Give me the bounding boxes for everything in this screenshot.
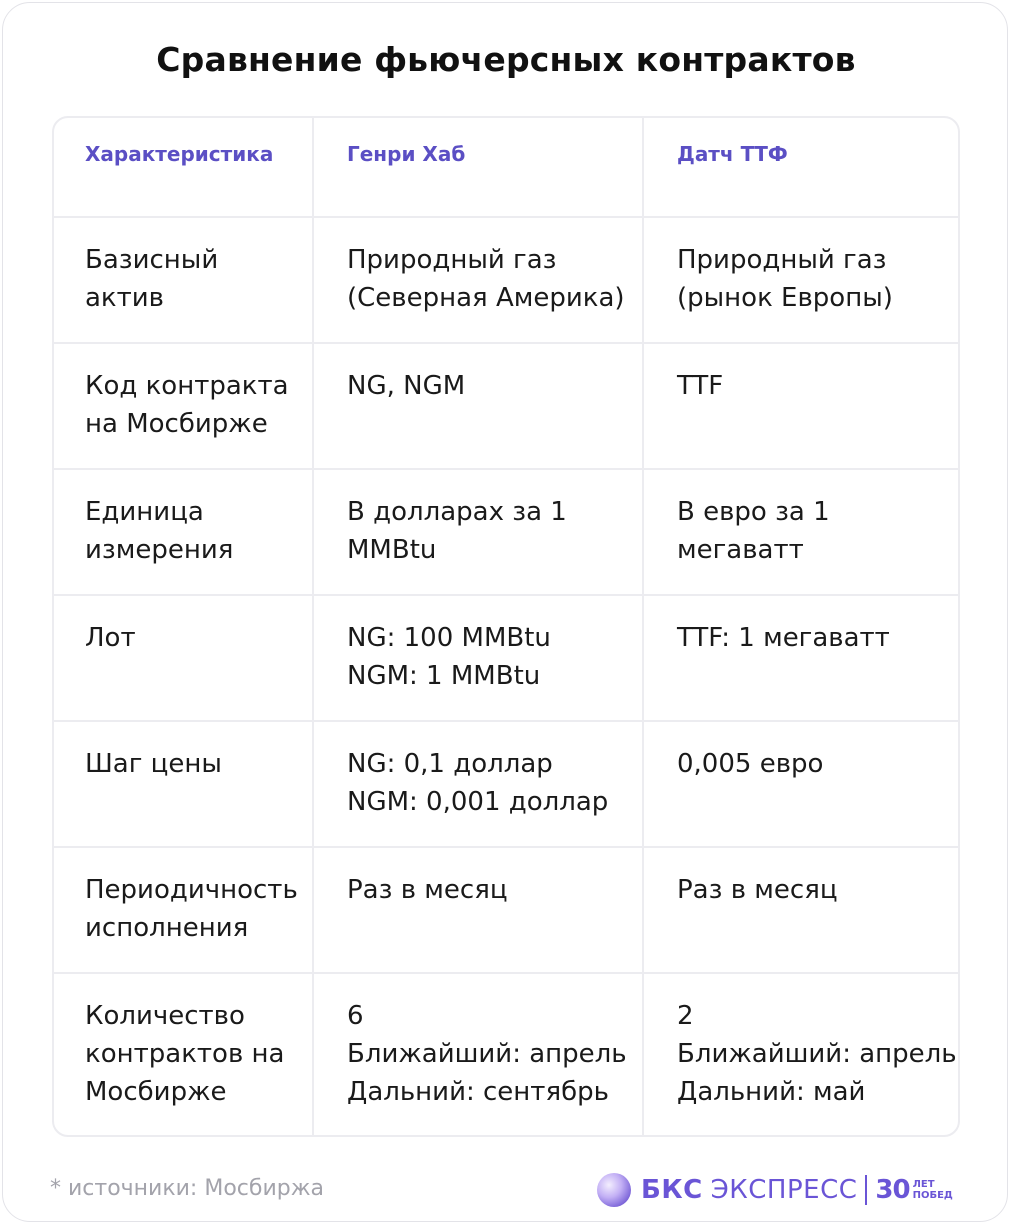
cell-henry-hub: 6 Ближайший: апрель Дальний: сентябрь <box>314 974 644 1135</box>
logo-anniversary-text <box>913 1179 953 1201</box>
cell-henry-hub: NG, NGM <box>314 344 644 470</box>
row-label: Шаг цены <box>54 722 314 848</box>
cell-dutch-ttf: Раз в месяц <box>644 848 958 974</box>
row-label: Количество контрактов на Мосбирже <box>54 974 314 1135</box>
cell-dutch-ttf: TTF <box>644 344 958 470</box>
logo-years-line2: ПОБЕД <box>912 1190 953 1201</box>
row-label: Периодичность исполнения <box>54 848 314 974</box>
logo-years-line1: ЛЕТ <box>912 1179 935 1190</box>
bks-express-logo <box>597 1170 953 1210</box>
cell-dutch-ttf: Природный газ (рынок Европы) <box>644 218 958 344</box>
cell-henry-hub: Раз в месяц <box>314 848 644 974</box>
comparison-table <box>52 116 960 1137</box>
cell-dutch-ttf: В евро за 1 мегаватт <box>644 470 958 596</box>
logo-express-text: ЭКСПРЕСС <box>710 1175 858 1205</box>
cell-dutch-ttf: 2 Ближайший: апрель Дальний: май <box>677 1001 957 1107</box>
row-label: Базисный актив <box>54 218 314 344</box>
orb-icon <box>597 1173 631 1207</box>
cell-henry-hub: NG: 0,1 доллар NGM: 0,001 доллар <box>314 722 644 848</box>
logo-anniversary-number: 30 <box>875 1175 910 1205</box>
source-note: * источники: Мосбиржа <box>50 1176 325 1201</box>
cell-henry-hub: В долларах за 1 MMBtu <box>314 470 644 596</box>
logo-divider <box>865 1175 867 1205</box>
page-title: Сравнение фьючерсных контрактов <box>156 40 856 79</box>
row-label: Единица измерения <box>54 470 314 596</box>
header-cell-characteristic: Характеристика <box>54 118 314 218</box>
header-cell-henry-hub: Генри Хаб <box>314 118 644 218</box>
cell-dutch-ttf: TTF: 1 мегаватт <box>644 596 958 722</box>
header-cell-dutch-ttf: Датч ТТФ <box>644 118 958 218</box>
cell-henry-hub: Природный газ (Северная Америка) <box>314 218 644 344</box>
logo-bks-text: БКС <box>641 1175 703 1205</box>
cell-henry-hub: NG: 100 MMBtu NGM: 1 MMBtu <box>314 596 644 722</box>
row-label: Код контракта на Мосбирже <box>54 344 314 470</box>
cell-dutch-ttf: 0,005 евро <box>644 722 958 848</box>
row-label: Лот <box>54 596 314 722</box>
